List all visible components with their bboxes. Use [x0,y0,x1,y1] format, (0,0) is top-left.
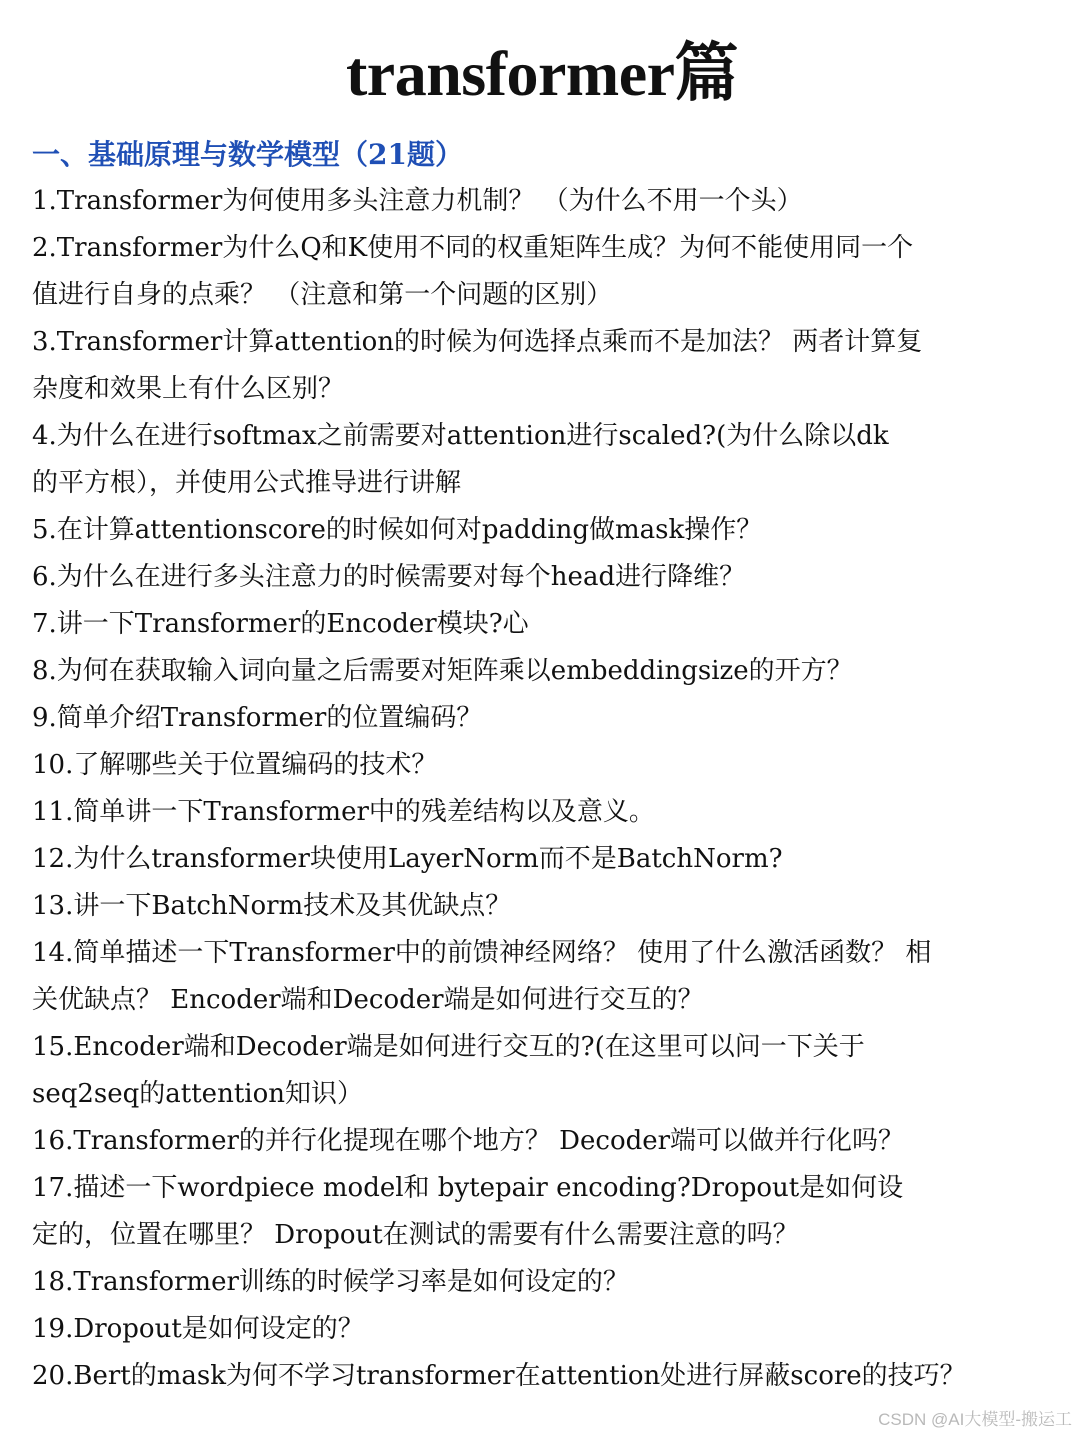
question-line: 3.Transformer计算attention的时候为何选择点乘而不是加法？ 两者计算复 [32,327,923,357]
question-item [32,695,1052,742]
section-heading: 一、基础原理与数学模型（21题） [32,138,463,171]
question-item [32,413,1052,507]
question-line: 杂度和效果上有什么区别？ [32,374,345,404]
question-line: 值进行自身的点乘？ （注意和第一个问题的区别） [32,280,613,310]
question-line: 关优缺点？ Encoder端和Decoder端是如何进行交互的？ [32,985,704,1015]
question-line: 11.简单讲一下Transformer中的残差结构以及意义。 [32,797,655,827]
question-line: 4.为什么在进行softmax之前需要对attention进行scaled?(为什么除以dk [32,421,889,451]
question-item [32,319,1052,413]
document-title: transformer篇 [345,38,739,109]
watermark: CSDN @AI大模型-搬运工 [878,1410,1072,1429]
question-item [32,1306,1052,1353]
question-line: 20.Bert的mask为何不学习transformer在attention处进行屏蔽score的技巧？ [32,1361,966,1391]
question-line: 19.Dropout是如何设定的？ [32,1314,364,1344]
question-line: 的平方根），并使用公式推导进行讲解 [32,468,462,498]
question-item [32,1259,1052,1306]
question-item [32,836,1052,883]
question-line: 定的，位置在哪里？ Dropout在测试的需要有什么需要注意的吗？ [32,1220,799,1250]
question-item [32,742,1052,789]
question-line: 8.为何在获取输入词向量之后需要对矩阵乘以embeddingsize的开方？ [32,656,853,686]
question-line: 13.讲一下BatchNorm技术及其优缺点？ [32,891,512,921]
question-line: 10.了解哪些关于位置编码的技术？ [32,750,438,780]
question-item [32,554,1052,601]
question-line: 5.在计算attentionscore的时候如何对padding做mask操作？ [32,515,763,545]
question-line: 7.讲一下Transformer的Encoder模块?心 [32,609,529,639]
question-item [32,1353,1052,1400]
question-item [32,601,1052,648]
question-line: 12.为什么transformer块使用LayerNorm而不是BatchNorm? [32,844,783,874]
question-line: 2.Transformer为什么Q和K使用不同的权重矩阵生成？为何不能使用同一个 [32,233,914,263]
question-item [32,507,1052,554]
question-line: 6.为什么在进行多头注意力的时候需要对每个head进行降维？ [32,562,746,592]
question-line: 17.描述一下wordpiece model和 bytepair encoding?Dropout是如何设 [32,1173,904,1203]
question-item [32,883,1052,930]
question-item [32,225,1052,319]
question-item [32,930,1052,1024]
question-item [32,178,1052,225]
question-line: 1.Transformer为何使用多头注意力机制？ （为什么不用一个头） [32,186,803,216]
question-item [32,648,1052,695]
question-list [32,178,1052,1400]
question-item [32,1165,1052,1259]
question-line: 18.Transformer训练的时候学习率是如何设定的？ [32,1267,629,1297]
question-line: 14.简单描述一下Transformer中的前馈神经网络？ 使用了什么激活函数？ 相 [32,938,932,968]
question-line: 15.Encoder端和Decoder端是如何进行交互的?(在这里可以问一下关于 [32,1032,865,1062]
question-item [32,1118,1052,1165]
question-line: 9.简单介绍Transformer的位置编码？ [32,703,483,733]
question-item [32,1024,1052,1118]
question-item [32,789,1052,836]
question-line: 16.Transformer的并行化提现在哪个地方？ Decoder端可以做并行化吗？ [32,1126,905,1156]
question-line: seq2seq的attention知识） [32,1079,363,1109]
